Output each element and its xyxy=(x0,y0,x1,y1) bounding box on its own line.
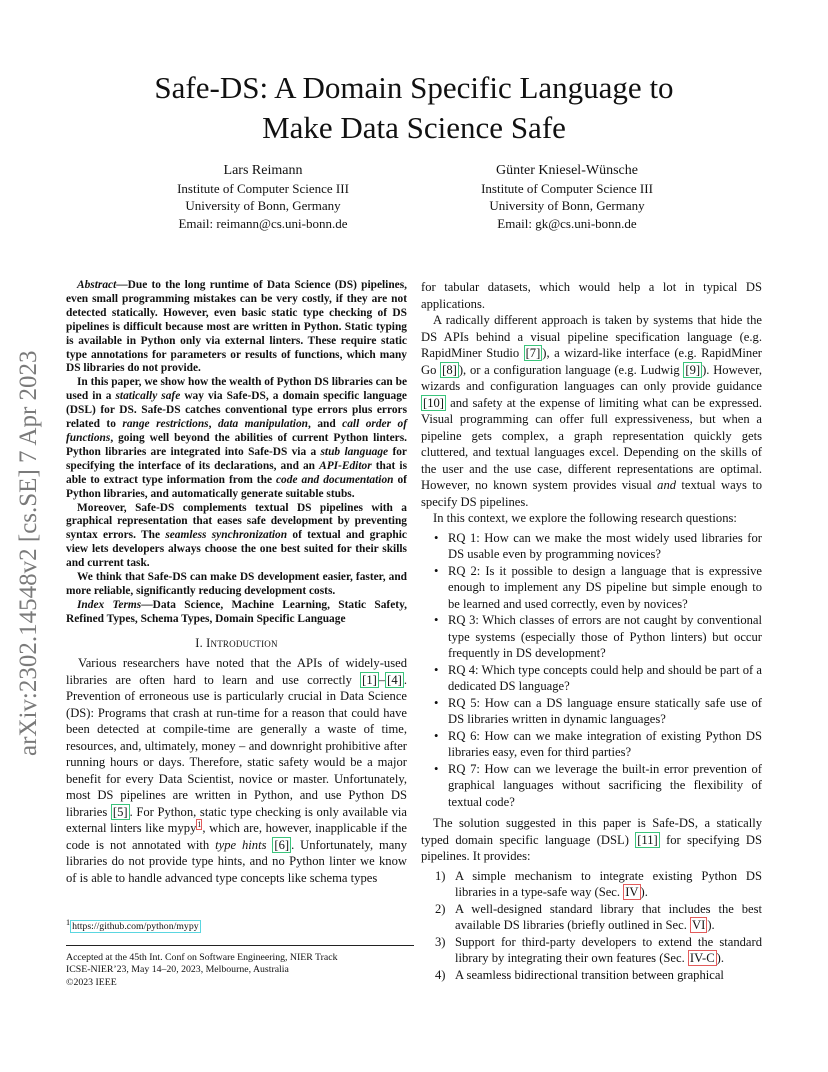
citation-link[interactable]: [1] xyxy=(362,672,377,687)
abstract-text: , and xyxy=(308,418,343,431)
rq-intro-paragraph: In this context, we explore the following research questions: xyxy=(433,511,737,525)
body-text: textual ways to specify DS pipelines. xyxy=(421,478,762,509)
list-item xyxy=(421,868,762,901)
research-questions-list xyxy=(421,530,762,811)
abstract-emphasis: statically safe xyxy=(115,390,181,403)
body-text: Various researchers have noted that the APIs of widely-used libraries are often hard to learn and use correctly xyxy=(66,656,407,687)
abstract-text: —Due to the long runtime of Data Science (DS) pipelines, even small programming mistakes can be very costly, if they are not detected statically. However, even basic static type checking of DS pipelines is difficult because most are written in Python. Static typing is available in Python only via external linters. These require static type annotations for parameters or results of functions, which many DS libraries do not provide. xyxy=(66,279,407,375)
acceptance-line-2: ICSE-NIER’23, May 14–20, 2023, Melbourne, Australia xyxy=(66,964,289,976)
citation-link[interactable]: [9] xyxy=(685,362,701,377)
citation-link[interactable]: [6] xyxy=(274,837,290,852)
abstract-paragraph-1 xyxy=(66,279,407,376)
list-item xyxy=(421,901,762,934)
body-text: . Prevention of erroneous use is particularly crucial in Data Science (DS): Programs that crash at run-time for a reason that could have been detected at compile-time are generally a waste of time, resources, and, ultimately, money – and downright prohibitive after running hours or days. Therefore, static safety would be a major benefit for every Data Scientist, novice or master. Unfortunately, most DS pipelines are written in Python, and use Python DS libraries xyxy=(66,672,407,819)
right-column xyxy=(421,279,762,983)
list-item: • RQ 1: How can we make the most widely used libraries for DS usable even by programming novices? xyxy=(421,530,762,563)
section-link[interactable]: IV xyxy=(625,885,639,899)
copyright-line: ©2023 IEEE xyxy=(66,976,117,988)
author-1 xyxy=(118,162,408,232)
continued-paragraph: for tabular datasets, which would help a lot in typical DS applications. xyxy=(421,280,762,311)
author-email: Email: reimann@cs.uni-bonn.de xyxy=(178,215,348,231)
contributions-list xyxy=(421,868,762,984)
abstract-text: way via Safe-DS, a domain specific language (DSL) for DS. Safe-DS catches conventional type errors plus errors related to xyxy=(66,390,407,431)
left-column xyxy=(66,279,407,886)
footnote-mark: 1 xyxy=(66,918,71,927)
abstract-emphasis: code and documentation xyxy=(276,473,394,486)
body-text: ), or a configuration language (e.g. Ludwig xyxy=(458,362,684,377)
body-text: ). xyxy=(640,885,648,899)
body-text: . Unfortunately, many libraries do not provide type hints, and no Python linter we know of is able to handle advanced type concepts like schema types xyxy=(66,837,407,885)
abstract-emphasis: stub language xyxy=(320,445,389,458)
title-line-2: Make Data Science Safe xyxy=(262,110,566,145)
abstract xyxy=(66,279,407,627)
author-university: University of Bonn, Germany xyxy=(489,198,645,214)
section-heading-introduction: I. Introduction xyxy=(195,635,278,650)
abstract-text: , going well beyond the abilities of current Python linters. Python libraries are integrated into Safe-DS via a xyxy=(66,431,407,458)
abstract-emphasis: data manipulation xyxy=(217,418,308,431)
citation-link[interactable]: [4] xyxy=(387,672,402,687)
body-text: A simple mechanism to integrate existing Python DS libraries in a type-safe way (Sec. xyxy=(455,868,762,899)
citation-link[interactable]: [8] xyxy=(442,362,457,377)
body-text: ). xyxy=(716,951,724,965)
footnote xyxy=(66,917,407,933)
author-university: University of Bonn, Germany xyxy=(185,198,341,214)
abstract-text: In this paper, we show how the wealth of Python DS libraries can be used in a xyxy=(66,376,407,403)
abstract-emphasis: seamless synchronization xyxy=(165,529,288,542)
index-terms-text: —Data Science, Machine Learning, Static Safety, Refined Types, Schema Types, Domain Specific Language xyxy=(66,598,407,625)
solution-paragraph xyxy=(421,815,762,865)
acceptance-note xyxy=(66,952,407,989)
abstract-emphasis: call order of functions xyxy=(66,418,408,444)
citation-link[interactable]: [7] xyxy=(525,346,541,360)
citation-link[interactable]: [11] xyxy=(637,832,658,847)
author-name: Lars Reimann xyxy=(223,163,303,178)
paper-title xyxy=(96,68,732,148)
title-line-1: Safe-DS: A Domain Specific Language to xyxy=(154,70,674,105)
abstract-emphasis: range restrictions xyxy=(122,418,209,431)
list-number: 2) xyxy=(435,901,446,916)
body-emphasis: type hints xyxy=(215,837,267,852)
abstract-paragraph-2 xyxy=(66,376,407,501)
body-text: ), a wizard-like interface (e.g. RapidMiner Go xyxy=(421,346,762,377)
section-link[interactable]: IV-C xyxy=(689,951,715,965)
list-item: • RQ 2: Is it possible to design a language that is expressive enough to implement any DS pipeline but simple enough to be learned and used correctly, even by novices? xyxy=(421,563,762,613)
body-text: ). However, wizards and configuration languages can only provide guidance xyxy=(421,362,762,393)
list-item xyxy=(421,934,762,967)
arxiv-side-identifier xyxy=(8,296,44,756)
list-number: 1) xyxy=(435,868,446,883)
abstract-text: of Python libraries, and automatically generate suitable stubs. xyxy=(66,473,407,500)
list-number: 4) xyxy=(435,967,446,982)
body-text: ). xyxy=(707,918,715,932)
arxiv-id-text: arXiv:2302.14548v2 [cs.SE] 7 Apr 2023 xyxy=(15,350,42,756)
citation-link[interactable]: [5] xyxy=(112,804,128,819)
index-terms xyxy=(66,599,407,627)
intro-paragraph xyxy=(66,655,407,886)
abstract-text: Moreover, Safe-DS complements textual DS pipelines with a graphical representation that eases safe development by preventing syntax errors. The xyxy=(66,501,407,542)
acceptance-line-1: Accepted at the 45th Int. Conf on Software Engineering, NIER Track xyxy=(66,952,338,963)
list-item: • RQ 3: Which classes of errors are not caught by conventional type systems (especially those of Python linters) but occur frequently in DS development? xyxy=(421,612,762,662)
author-affiliation: Institute of Computer Science III xyxy=(481,181,653,197)
list-item: • RQ 7: How can we leverage the built-in error prevention of graphical languages without sacrificing the flexibility of textual code? xyxy=(421,761,762,811)
abstract-paragraph-4: We think that Safe-DS can make DS development easier, faster, and more reliable, significantly reducing development costs. xyxy=(66,571,407,597)
abstract-text: that is able to extract type information from the xyxy=(66,459,407,486)
author-2 xyxy=(422,162,712,232)
footnote-url-link[interactable]: https://github.com/python/mypy xyxy=(72,921,199,933)
abstract-label: Abstract xyxy=(77,279,117,291)
body-text: A well-designed standard library that includes the best available DS libraries (briefly outlined in Sec. xyxy=(455,901,762,932)
body-text: – xyxy=(378,672,386,687)
author-email: Email: gk@cs.uni-bonn.de xyxy=(497,215,637,231)
related-work-paragraph xyxy=(421,312,762,510)
abstract-text: of textual and graphic view lets developers always choose the one best suited for their skills and current task. xyxy=(66,529,407,570)
body-text: and safety at the expense of limiting what can be expressed. Visual programming can offer full expressiveness, but when a pipeline gets complex, a graph representation quickly gets cluttered, and textual languages excel. Depending on the skills of the user and the use case, different representations are optimal. However, no known system provides visual xyxy=(421,395,762,492)
body-text: for specifying DS pipelines. It provides: xyxy=(421,832,762,863)
abstract-text: for specifying the interface of its declarations, and an xyxy=(66,445,407,472)
list-number: 3) xyxy=(435,934,446,949)
body-text: , which are, however, inapplicable if the code is not annotated with xyxy=(66,821,407,852)
abstract-emphasis: API-Editor xyxy=(319,459,372,472)
author-name: Günter Kniesel-Wünsche xyxy=(496,163,638,178)
abstract-text: , xyxy=(208,418,218,431)
list-item: • RQ 5: How can a DS language ensure statically safe use of DS libraries written in dynamic languages? xyxy=(421,695,762,728)
abstract-paragraph-3 xyxy=(66,502,407,572)
body-text: Support for third-party developers to extend the standard library by integrating their own features (Sec. xyxy=(455,934,762,965)
body-emphasis: and xyxy=(657,478,677,492)
footer-divider xyxy=(66,945,414,946)
body-text: A seamless bidirectional transition between graphical xyxy=(455,967,724,982)
list-item: • RQ 6: How can we make integration of existing Python DS libraries easy, even for third parties? xyxy=(421,728,762,761)
body-text: A radically different approach is taken by systems that hide the DS APIs behind a visual pipeline specification language (e.g. RapidMiner Studio xyxy=(421,313,762,360)
list-item xyxy=(421,967,762,984)
list-item: • RQ 4: Which type concepts could help and should be part of a dedicated DS language? xyxy=(421,662,762,695)
citation-link[interactable]: [10] xyxy=(423,395,444,410)
author-block xyxy=(118,162,712,232)
footnote-link[interactable]: 1 xyxy=(197,819,202,829)
body-text: . For Python, static type checking is only available via external linters like mypy xyxy=(66,804,407,836)
author-affiliation: Institute of Computer Science III xyxy=(177,181,349,197)
index-terms-label: Index Terms xyxy=(77,598,142,611)
section-link[interactable]: VI xyxy=(692,918,706,932)
body-text: The solution suggested in this paper is Safe-DS, a statically typed domain specific language (DSL) xyxy=(421,816,762,847)
